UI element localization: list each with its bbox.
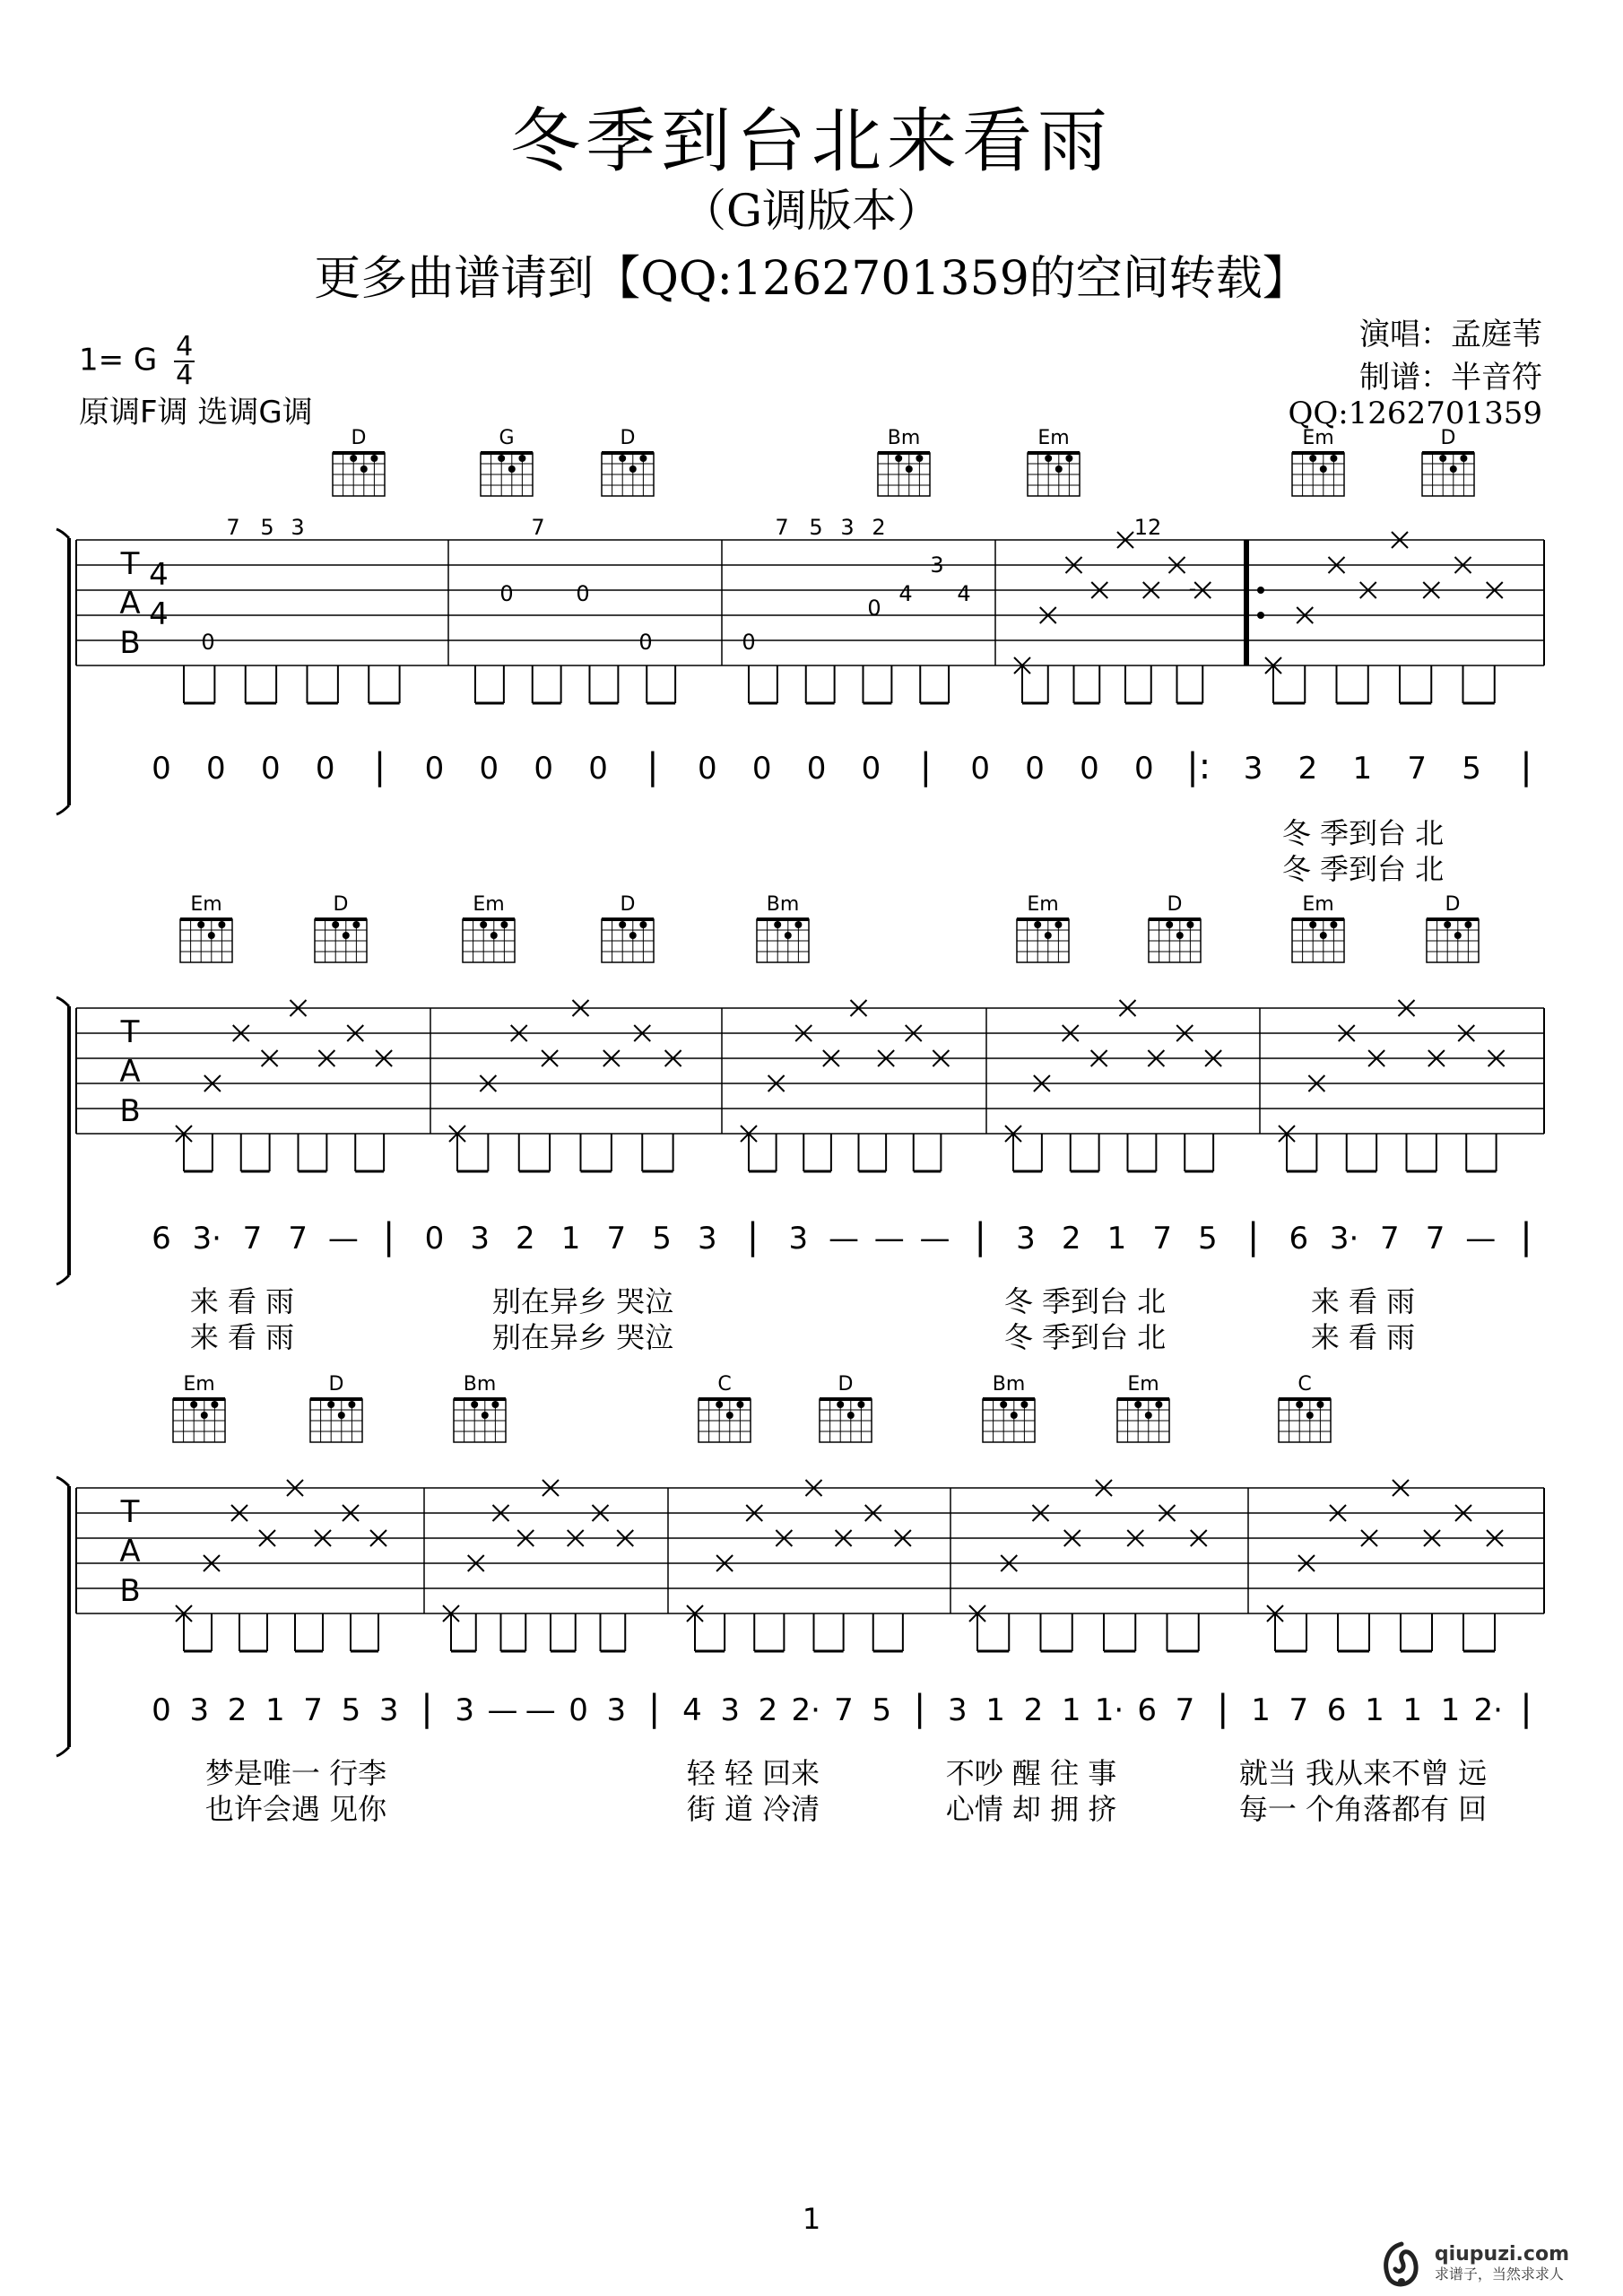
- chord-name: Em: [473, 893, 505, 916]
- chord-dot: [716, 1401, 723, 1408]
- lyric-segment: 来 看 雨: [189, 1320, 295, 1354]
- chord-dot: [491, 1401, 499, 1408]
- chord-dot: [736, 1401, 743, 1408]
- chord-name: Bm: [887, 427, 921, 449]
- notation-note: 2·: [791, 1692, 820, 1728]
- notation-note: 7: [288, 1221, 308, 1257]
- chord-dot: [619, 455, 626, 462]
- chord-dot: [629, 465, 637, 473]
- tab-time-digit: 4: [149, 557, 169, 593]
- notation-note: 2·: [1473, 1692, 1503, 1728]
- tab-fret-number: 4: [957, 581, 971, 606]
- notation-note: 5: [1198, 1221, 1218, 1257]
- key-note: 原调F调 选调G调: [79, 395, 313, 430]
- notation-note: 0: [152, 751, 171, 787]
- notation-note: 3: [470, 1221, 490, 1257]
- chord-name: C: [717, 1373, 732, 1396]
- chord-dot: [370, 455, 378, 462]
- subtitle: （G调版本）: [681, 185, 942, 237]
- chord-dot: [639, 921, 647, 928]
- chord-dot: [1155, 1401, 1162, 1408]
- chord-dot: [1464, 921, 1471, 928]
- lyric-segment: 冬 季到台 北: [1003, 1284, 1167, 1318]
- notation-note: 6: [152, 1221, 171, 1257]
- chord-dot: [518, 455, 525, 462]
- notation-note: —: [829, 1221, 859, 1257]
- tab-letter-b: B: [119, 625, 141, 661]
- tab-fret-number: 4: [898, 581, 913, 606]
- time-numerator: 4: [176, 331, 194, 362]
- tab-fret-number: 0: [742, 630, 756, 655]
- tab-fret-number: 7: [775, 515, 789, 540]
- chord-name: D: [620, 427, 636, 449]
- notation-note: 0: [479, 751, 499, 787]
- notation-note: 7: [303, 1692, 323, 1728]
- chord-name: Bm: [766, 893, 800, 916]
- lyric-segment: 来 看 雨: [1310, 1320, 1416, 1354]
- notation-note: 3: [455, 1692, 475, 1728]
- notation-bar: |: [421, 1688, 433, 1729]
- chord-dot: [837, 1401, 844, 1408]
- tab-letter-a: A: [119, 586, 141, 622]
- notation-note: 3: [378, 1692, 399, 1728]
- notation-note: 4: [682, 1692, 702, 1728]
- tab-time-digit: 4: [149, 596, 169, 632]
- notation-note: 3: [788, 1221, 809, 1257]
- notation-note: 7: [1407, 751, 1428, 787]
- tab-fret-number: 0: [638, 630, 653, 655]
- lyric-segment: 来 看 雨: [189, 1284, 295, 1318]
- notation-note: 7: [1289, 1692, 1309, 1728]
- lyric-segment: 来 看 雨: [1310, 1284, 1416, 1318]
- repeat-dot: [1257, 612, 1264, 619]
- chord-dot: [1454, 932, 1462, 939]
- notation-note: 0: [260, 751, 281, 787]
- notation-note: 0: [1025, 751, 1045, 787]
- chord-dot: [350, 455, 357, 462]
- chord-dot: [1166, 921, 1173, 928]
- notation-bar: |: [1246, 1216, 1260, 1257]
- chord-dot: [619, 921, 626, 928]
- chord-dot: [480, 921, 487, 928]
- notation-note: 6: [1289, 1221, 1309, 1257]
- notation-note: —: [919, 1221, 950, 1257]
- notation-note: 2: [516, 1221, 535, 1257]
- notation-note: 3: [1243, 751, 1263, 787]
- lyric-segment: 就当 我从来不曾 远: [1238, 1756, 1488, 1790]
- notation-note: 0: [751, 751, 772, 787]
- page-number: 1: [802, 2202, 821, 2236]
- notation-note: 0: [424, 1221, 445, 1257]
- notation-note: 3·: [192, 1221, 221, 1257]
- arranger-credit: 制谱：半音符: [1359, 360, 1542, 396]
- tab-letter-t: T: [120, 1014, 140, 1050]
- notation-note: 5: [652, 1221, 672, 1257]
- qq-credit: QQ:1262701359: [1288, 396, 1542, 431]
- lyric-segment: 梦是唯一 行李: [204, 1756, 387, 1790]
- tab-letter-a: A: [119, 1534, 141, 1570]
- chord-name: D: [333, 893, 349, 916]
- notation-bar: |: [373, 746, 386, 787]
- tab-letter-a: A: [119, 1054, 141, 1090]
- lyric-line: 冬 季到台 北: [1281, 816, 1445, 850]
- chord-dot: [1330, 921, 1337, 928]
- chord-name: D: [1440, 427, 1456, 449]
- singer-credit: 演唱：孟庭苇: [1359, 317, 1542, 352]
- notation-note: —: [873, 1221, 905, 1257]
- notation-note: 7: [606, 1221, 627, 1257]
- notation-note: 6: [1137, 1692, 1158, 1728]
- notation-note: 7: [1152, 1221, 1172, 1257]
- notation-note: 0: [1080, 751, 1099, 787]
- chord-dot: [1309, 455, 1316, 462]
- chord-name: D: [351, 427, 367, 449]
- chord-dot: [906, 465, 913, 473]
- notation-note: 3: [720, 1692, 740, 1728]
- brand-url: qiupuzi.com: [1434, 2243, 1569, 2266]
- notation-note: —: [327, 1221, 359, 1257]
- notation-note: |:: [1186, 746, 1211, 787]
- tab-letter-b: B: [119, 1573, 141, 1609]
- chord-name: D: [328, 1373, 344, 1396]
- chord-dot: [1460, 455, 1467, 462]
- lyric-segment: 别在异乡 哭泣: [491, 1284, 674, 1318]
- tab-fret-number: 12: [1133, 515, 1162, 540]
- notation-note: —: [487, 1692, 518, 1728]
- bracket-hook: [56, 1747, 69, 1756]
- bracket-hook: [56, 1275, 69, 1284]
- notation-note: 3: [606, 1692, 627, 1728]
- chord-dot: [1309, 921, 1316, 928]
- notation-bar: |: [913, 1688, 926, 1729]
- lyric-line: 冬 季到台 北: [1281, 852, 1445, 886]
- chord-dot: [1316, 1401, 1324, 1408]
- chord-dot: [1055, 921, 1062, 928]
- notation-note: 0: [1134, 751, 1154, 787]
- notation-note: 1·: [1094, 1692, 1124, 1728]
- bracket-hook: [56, 997, 69, 1006]
- tab-letter-t: T: [120, 546, 140, 582]
- tab-fret-number: 5: [260, 515, 274, 540]
- notation-note: 1: [560, 1221, 581, 1257]
- tab-fret-number: 0: [201, 630, 215, 655]
- notation-note: 2: [227, 1692, 247, 1728]
- chord-name: Em: [1037, 427, 1070, 449]
- lyric-segment: 街 道 冷清: [686, 1792, 820, 1826]
- chord-name: Bm: [463, 1373, 497, 1396]
- chord-name: C: [1298, 1373, 1312, 1396]
- notation-note: 1: [1440, 1692, 1461, 1728]
- lyric-segment: 不吵 醒 往 事: [945, 1756, 1117, 1790]
- chord-dot: [482, 1412, 489, 1419]
- notation-note: 2: [1061, 1221, 1081, 1257]
- notation-note: 1: [265, 1692, 285, 1728]
- chord-name: Em: [183, 1373, 215, 1396]
- chord-dot: [794, 921, 802, 928]
- notation-bar: |: [1520, 1216, 1532, 1257]
- notation-note: 1: [1352, 751, 1373, 787]
- chord-dot: [490, 932, 498, 939]
- notation-note: 0: [588, 751, 608, 787]
- notation-bar: |: [919, 746, 933, 787]
- notation-bar: |: [1520, 746, 1532, 787]
- lyric-segment: 轻 轻 回来: [686, 1756, 820, 1790]
- chord-dot: [471, 1401, 478, 1408]
- notation-note: 1: [1107, 1221, 1127, 1257]
- chord-dot: [1330, 455, 1337, 462]
- chord-dot: [1045, 932, 1052, 939]
- chord-name: Em: [1302, 893, 1334, 916]
- chord-dot: [916, 455, 923, 462]
- chord-dot: [639, 455, 647, 462]
- notation-note: 0: [568, 1692, 588, 1728]
- chord-name: G: [499, 427, 515, 449]
- lyric-segment: 冬 季到台 北: [1003, 1320, 1167, 1354]
- chord-name: D: [838, 1373, 854, 1396]
- notation-note: 0: [806, 751, 827, 787]
- chord-dot: [360, 465, 368, 473]
- time-denominator: 4: [176, 360, 194, 391]
- chord-dot: [1055, 465, 1063, 473]
- chord-dot: [197, 921, 204, 928]
- tab-fret-number: 3: [291, 515, 305, 540]
- chord-dot: [201, 1412, 208, 1419]
- notation-note: 0: [970, 751, 991, 787]
- lyric-segment: 别在异乡 哭泣: [491, 1320, 674, 1354]
- notation-note: 0: [152, 1692, 171, 1728]
- page-title: 冬季到台北来看雨: [509, 101, 1113, 182]
- bracket-hook: [56, 529, 69, 538]
- chord-dot: [211, 1401, 218, 1408]
- chord-dot: [1320, 932, 1327, 939]
- chord-dot: [498, 455, 505, 462]
- chord-dot: [1176, 932, 1184, 939]
- chord-name: Em: [1127, 1373, 1159, 1396]
- lyric-segment: 每一 个角落都有 回: [1238, 1792, 1488, 1826]
- chord-dot: [218, 921, 225, 928]
- notation-note: 1: [985, 1692, 1005, 1728]
- notation-note: 3: [697, 1221, 717, 1257]
- bracket-hook: [56, 1477, 69, 1486]
- notation-note: 1: [1251, 1692, 1271, 1728]
- brand-watermark: [1377, 2240, 1569, 2289]
- chord-dot: [857, 1401, 864, 1408]
- notation-bar: |: [974, 1216, 986, 1257]
- notation-note: 7: [242, 1221, 263, 1257]
- notation-note: 7: [1379, 1221, 1400, 1257]
- tab-fret-number: 0: [576, 581, 590, 606]
- notation-bar: |: [647, 1688, 661, 1729]
- notation-note: 1: [1402, 1692, 1422, 1728]
- chord-name: Em: [1302, 427, 1334, 449]
- chord-dot: [348, 1401, 355, 1408]
- chord-dot: [726, 1412, 733, 1419]
- chord-dot: [1145, 1412, 1152, 1419]
- chord-name: Em: [190, 893, 222, 916]
- notation-note: 7: [1425, 1221, 1445, 1257]
- notation-note: 5: [341, 1692, 361, 1728]
- tab-fret-number: 3: [840, 515, 855, 540]
- notation-note: 1: [1365, 1692, 1384, 1728]
- notation-note: 0: [206, 751, 226, 787]
- tab-letter-b: B: [119, 1093, 141, 1129]
- chord-name: D: [1445, 893, 1461, 916]
- tab-fret-number: 7: [226, 515, 240, 540]
- notation-note: 3: [948, 1692, 968, 1728]
- chord-dot: [1045, 455, 1052, 462]
- chord-dot: [1296, 1401, 1303, 1408]
- chord-dot: [1000, 1401, 1007, 1408]
- chord-dot: [1320, 465, 1327, 473]
- chord-dot: [1020, 1401, 1028, 1408]
- chord-dot: [1186, 921, 1193, 928]
- lyric-segment: 也许会遇 见你: [204, 1792, 387, 1826]
- chord-dot: [332, 921, 339, 928]
- chord-dot: [629, 932, 637, 939]
- notation-note: —: [525, 1692, 556, 1728]
- notation-note: —: [1465, 1221, 1497, 1257]
- notation-note: 3: [189, 1692, 210, 1728]
- chord-dot: [1134, 1401, 1141, 1408]
- tab-fret-number: -: [1188, 576, 1197, 601]
- chord-dot: [343, 932, 350, 939]
- tab-fret-number: 5: [809, 515, 823, 540]
- chord-name: D: [620, 893, 636, 916]
- notation-note: 3: [1016, 1221, 1036, 1257]
- chord-dot: [190, 1401, 197, 1408]
- brand-logo-icon: [1377, 2240, 1426, 2289]
- chord-dot: [352, 921, 360, 928]
- chord-dot: [895, 455, 902, 462]
- tab-fret-number: 0: [499, 581, 514, 606]
- chord-dot: [1011, 1412, 1018, 1419]
- notation-bar: |: [382, 1216, 395, 1257]
- notation-note: 2: [758, 1692, 778, 1728]
- chord-dot: [327, 1401, 334, 1408]
- notation-note: 5: [1462, 751, 1481, 787]
- chord-name: Bm: [992, 1373, 1026, 1396]
- chord-dot: [1306, 1412, 1314, 1419]
- notation-note: 0: [861, 751, 881, 787]
- notation-note: 2: [1298, 751, 1318, 787]
- notation-bar: |: [746, 1216, 759, 1257]
- notation-note: 7: [1175, 1692, 1195, 1728]
- notation-bar: |: [1217, 1688, 1229, 1729]
- chord-name: Em: [1027, 893, 1059, 916]
- chord-dot: [1034, 921, 1041, 928]
- tab-fret-number: 2: [872, 515, 886, 540]
- notation-note: 0: [424, 751, 445, 787]
- chord-dot: [1065, 455, 1072, 462]
- tab-letter-t: T: [120, 1494, 140, 1530]
- notation-note: 5: [872, 1692, 892, 1728]
- chord-dot: [1444, 921, 1451, 928]
- notation-note: 2: [1023, 1692, 1044, 1728]
- bracket-hook: [56, 805, 69, 814]
- key-label: 1= G: [79, 342, 158, 378]
- tab-fret-number: 3: [930, 552, 944, 578]
- notation-note: 0: [697, 751, 717, 787]
- notation-note: 0: [315, 751, 335, 787]
- repeat-dot: [1257, 587, 1264, 594]
- notation-note: 3·: [1329, 1221, 1359, 1257]
- notation-note: 7: [834, 1692, 854, 1728]
- lyric-segment: 心情 却 拥 挤: [945, 1792, 1117, 1826]
- chord-dot: [785, 932, 792, 939]
- chord-dot: [508, 465, 516, 473]
- brand-slogan: 求谱子，当然求求人: [1434, 2266, 1564, 2283]
- notation-note: 1: [1061, 1692, 1081, 1728]
- chord-dot: [208, 932, 215, 939]
- tab-fret-number: 0: [867, 596, 881, 621]
- tab-fret-number: 7: [531, 515, 545, 540]
- chord-dot: [774, 921, 781, 928]
- chord-dot: [1439, 455, 1446, 462]
- chord-dot: [338, 1412, 345, 1419]
- notation-note: 0: [534, 751, 553, 787]
- promo-line: 更多曲谱请到【QQ:1262701359的空间转载】: [314, 252, 1309, 306]
- notation-note: 6: [1326, 1692, 1347, 1728]
- chord-dot: [1450, 465, 1457, 473]
- notation-bar: |: [647, 746, 659, 787]
- chord-name: D: [1167, 893, 1183, 916]
- notation-bar: |: [1520, 1688, 1532, 1729]
- chord-dot: [847, 1412, 855, 1419]
- chord-dot: [500, 921, 508, 928]
